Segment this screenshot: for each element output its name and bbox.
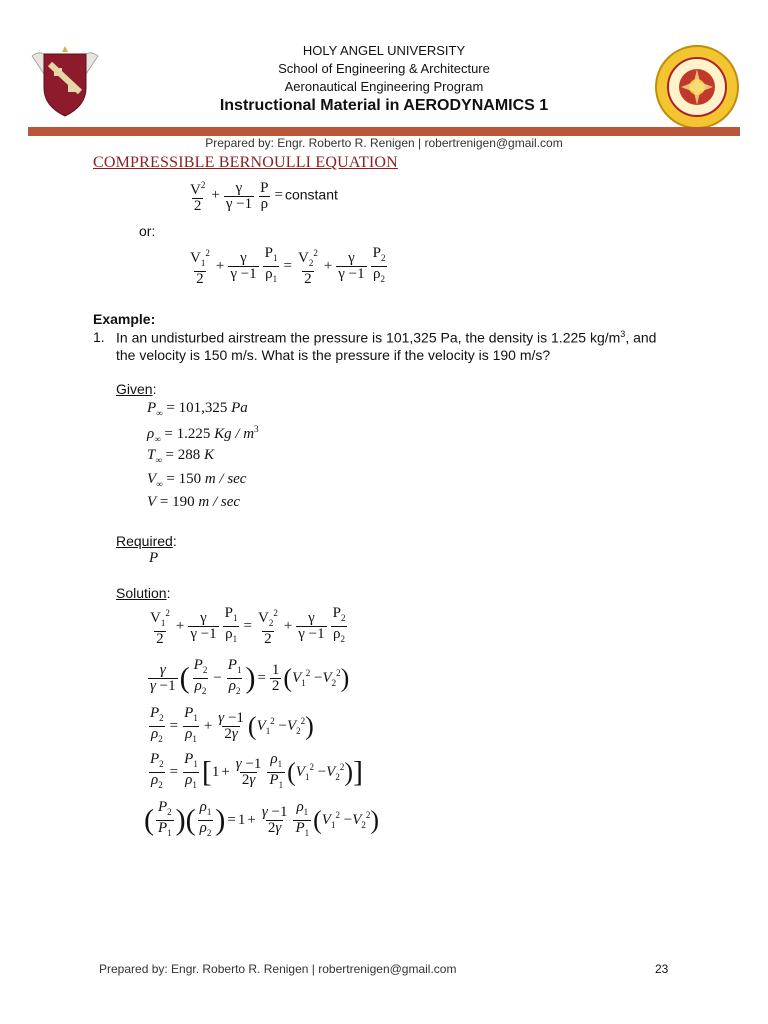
program-name: Aeronautical Engineering Program <box>284 79 484 94</box>
constant-label: constant <box>284 186 338 203</box>
given-label: Given: <box>116 381 157 397</box>
example-number: 1. <box>93 329 105 345</box>
header-rule <box>28 127 740 136</box>
college-seal-icon <box>654 44 740 130</box>
solution-step-3: $\frac{P_2}{\rho_2}$ = $\frac{P_1}{\rho_1}$ + $\frac{\gamma -1}{2\gamma}$ $(V_1^2 -V_2^2)$ <box>146 706 314 747</box>
given-item: $V_\infty = 150$ m / sec <box>147 470 247 489</box>
school-name: School of Engineering & Architecture <box>278 61 490 76</box>
given-list <box>147 400 259 518</box>
right-logo <box>654 44 740 130</box>
given-item: $\rho_\infty = 1.225$ Kg / $m^3$ <box>147 423 259 444</box>
footer-prepared-by: Prepared by: Engr. Roberto R. Renigen | robertrenigen@gmail.com <box>99 962 457 976</box>
header-prepared-by: Prepared by: Engr. Roberto R. Renigen | robertrenigen@gmail.com <box>205 136 563 150</box>
solution-step-2: $\frac{\gamma}{\gamma -1}$ ( $\frac{P_2}{\rho_2}$ − $\frac{P_1}{\rho_2}$ ) = $\frac{1}{2}$ $(V_1^2 -V_2^2)$ <box>146 658 349 699</box>
course-title: Instructional Material in AERODYNAMICS 1 <box>219 97 549 114</box>
university-name: HOLY ANGEL UNIVERSITY <box>302 43 466 58</box>
given-item: $P_\infty = 101,325$ Pa <box>147 400 248 418</box>
solution-step-4: $\frac{P_2}{\rho_2}$ = $\frac{P_1}{\rho_1}$ [1 + $\frac{\gamma -1}{2\gamma}$ $\frac{\rho_1}{P_1}$ $(V_1^2 -V_2^2)$] <box>146 752 363 793</box>
bernoulli-two-point-equation: $\frac{V_1^2}{2}$ + $\frac{\gamma}{\gamma -1}$ $\frac{P_1}{\rho_1}$ = $\frac{V_2^2}{2}$ + $\frac{\gamma}{\gamma -1}$ $\frac{P_2}{\rho_2}$ <box>190 245 386 287</box>
page-number: 23 <box>655 962 669 976</box>
required-value: P <box>149 550 159 566</box>
section-title: COMPRESSIBLE BERNOULLI EQUATION <box>93 154 398 171</box>
solution-step-1: $\frac{V_1^2}{2}$ + $\frac{\gamma}{\gamma -1}$ $\frac{P_1}{\rho_1}$ = $\frac{V_2^2}{2}$ + $\frac{\gamma}{\gamma -1}$ $\frac{P_2}{\rho_2}$ <box>150 605 346 647</box>
example-label: Example: <box>93 311 156 327</box>
or-label: or: <box>139 223 156 239</box>
solution-step-5: ( $\frac{P_2}{P_1}$ )( $\frac{\rho_1}{\rho_2}$ ) = 1 + $\frac{\gamma -1}{2\gamma}$ $\frac{\rho_1}{P_1}$ $(V_1^2 -V_2^2)$ <box>144 800 379 841</box>
required-label: Required: <box>116 533 177 549</box>
solution-label: Solution: <box>116 585 171 601</box>
given-item: $T_\infty = 288$ K <box>147 447 214 465</box>
given-item: V = 190 m / sec <box>147 494 241 510</box>
example-problem-line1: In an undisturbed airstream the pressure is 101,325 Pa, the density is 1.225 $kg/m^3$, and <box>116 329 657 346</box>
bernoulli-equation: $\frac{V^2}{2}$ + $\frac{\gamma}{\gamma -1}$ $\frac{P}{\rho}$ = constant <box>190 179 338 214</box>
example-problem-line2: the velocity is 150 m/s. What is the pressure if the velocity is 190 m/s? <box>116 347 551 363</box>
